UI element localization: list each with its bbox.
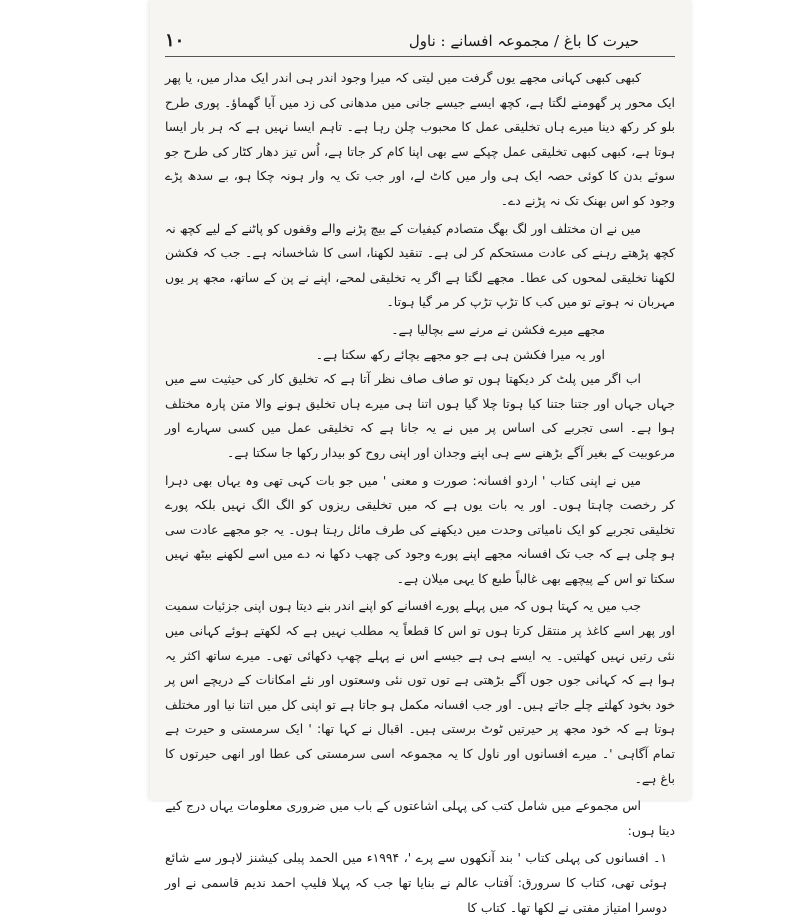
quote-line-1: مجھے میرے فکشن نے مرنے سے بچالیا ہے۔: [391, 321, 605, 337]
quote-line-2: اور یہ میرا فکشن ہی ہے جو مجھے بچائے رکھ سکتا ہے۔: [315, 346, 605, 362]
running-header: [165, 32, 675, 56]
header-rule: [165, 56, 675, 57]
paragraph-1: کبھی کبھی کہانی مجھے یوں گرفت میں لیتی کہ میرا وجود اندر ہی اندر ایک مدار میں، یا پھر ایک محور پر گھومنے لگتا ہے، کچھ ایسے جیسے جانی میں مدھانی کی زد میں آیا گھماؤ۔ پوری طرح بلو کر رکھ دینا میرے ہاں تخلیقی عمل کا محبوب چلن رہا ہے۔ تاہم ایسا نہیں ہے کہ ہر بار ایسا ہوتا ہے، کبھی کبھی تخلیقی عمل چپکے سے بھی اپنا کام کر جاتا ہے، اُس تیز دھار کٹار کی طرح جو سوئے بدن کا کوئی حصہ ایک ہی وار میں کاٹ لے، اور جب تک یہ وار ہونہ چکا ہو، بے سدھ پڑے وجود کو اس بھنک تک نہ پڑنے دے۔: [165, 70, 675, 208]
list-item-1: ۱۔ افسانوں کی پہلی کتاب ' بند آنکھوں سے پرے '، ۱۹۹۴ء میں الحمد پبلی کیشنز لاہور سے شائع ہوئی تھی، کتاب کا سرورق: آفتاب عالم نے بنایا تھا جب کہ پہلا فلیپ احمد ندیم قاسمی نے اور دوسرا امتیاز مفتی نے لکھا تھا۔ کتاب کا: [165, 850, 667, 915]
page-body: [165, 66, 675, 915]
running-title: حیرت کا باغ / مجموعہ افسانے : ناول: [408, 32, 639, 50]
paragraph-5: جب میں یہ کہتا ہوں کہ میں پہلے پورے افسانے کو اپنے اندر بنے دیتا ہوں اپنی جزئیات سمیت اور پھر اسے کاغذ پر منتقل کرتا ہوں تو اس کا قطعاً یہ مطلب نہیں ہے کہ لکھتے ہوئے کہانی میں نئی رتیں نہیں کھلتیں۔ یہ ایسے ہی ہے جیسے اس نے پہلے چھپ دکھائی تھی۔ میرے ساتھ اکثر یہ ہوا ہے کہ کہانی جوں جوں آگے بڑھتی ہے توں توں نئی وسعتوں اور نئے امکانات کے دریچے اس پر خود بخود کھلتے چلے جاتے ہیں۔ اور جب افسانہ مکمل ہو جاتا ہے تو اپنی کل میں اتنا نیا اور مختلف ہوتا ہے کہ خود مجھ پر حیرتیں ٹوٹ برستی ہیں۔ اقبال نے کہا تھا: ' ایک سرمستی و حیرت ہے تمام آگاہی '۔ میرے افسانوں اور ناول کا یہ مجموعہ اسی سرمستی کی عطا اور انھی حیرتوں کا باغ ہے۔: [165, 598, 675, 786]
paragraph-3: اب اگر میں پلٹ کر دیکھتا ہوں تو صاف صاف نظر آتا ہے کہ تخلیق کار کی حیثیت سے میں جہاں جہاں اور جتنا جتنا کیا ہوتا چلا گیا ہوں اتنا ہی میرے ہاں تخلیق ہونے والا متن پارہ مختلف ہوا ہے۔ اسی تجربے کی اساس پر میں نے یہ جانا ہے کہ تخلیقی عمل میں کسی سہارے اور مرعوبیت کے بغیر آگے بڑھنے سے ہی اپنے وجدان اور اپنی روح کو بیدار رکھا جا سکتا ہے۔: [165, 371, 675, 460]
paragraph-6: اس مجموعے میں شامل کتب کی پہلی اشاعتوں کے باب میں ضروری معلومات یہاں درج کیے دیتا ہوں:: [165, 798, 675, 838]
paragraph-2: میں نے ان مختلف اور لگ بھگ متصادم کیفیات کے بیچ پڑنے والے وقفوں کو پاٹنے کے لیے کچھ نہ کچھ پڑھتے رہنے کی عادت مستحکم کر لی ہے۔ تنقید لکھنا، اسی کا شاخسانہ ہے۔ جب کہ فکشن لکھنا تخلیقی لمحوں کی عطا۔ مجھے لگتا ہے اگر یہ تخلیقی لمحے، اپنے نے پن کے ساتھ، مجھ پر یوں مہربان نہ ہوتے تو میں کب کا تڑپ تڑپ کر مر گیا ہوتا۔: [165, 220, 675, 310]
page-number: ۱۰: [165, 30, 185, 51]
paragraph-4: میں نے اپنی کتاب ' اردو افسانہ: صورت و معنی ' میں جو بات کہی تھی وہ یہاں بھی دہرا کر رخصت چاہتا ہوں۔ اور یہ بات یوں ہے کہ میں تخلیقی ریزوں کو الگ الگ نہیں بلکہ پورے تخلیقی تجربے کو ایک نامیاتی وحدت میں دیکھنے کی طرف مائل رہتا ہوں۔ یہ جو مجھے عادت سی ہو چلی ہے کہ جب تک افسانہ مجھے اپنے پورے وجود کی چھب دکھا نہ دے میں اسے لکھنے بیٹھ نہیں سکتا تو اس کے پیچھے بھی غالباً طبع کا یہی میلان ہے۔: [165, 472, 675, 586]
